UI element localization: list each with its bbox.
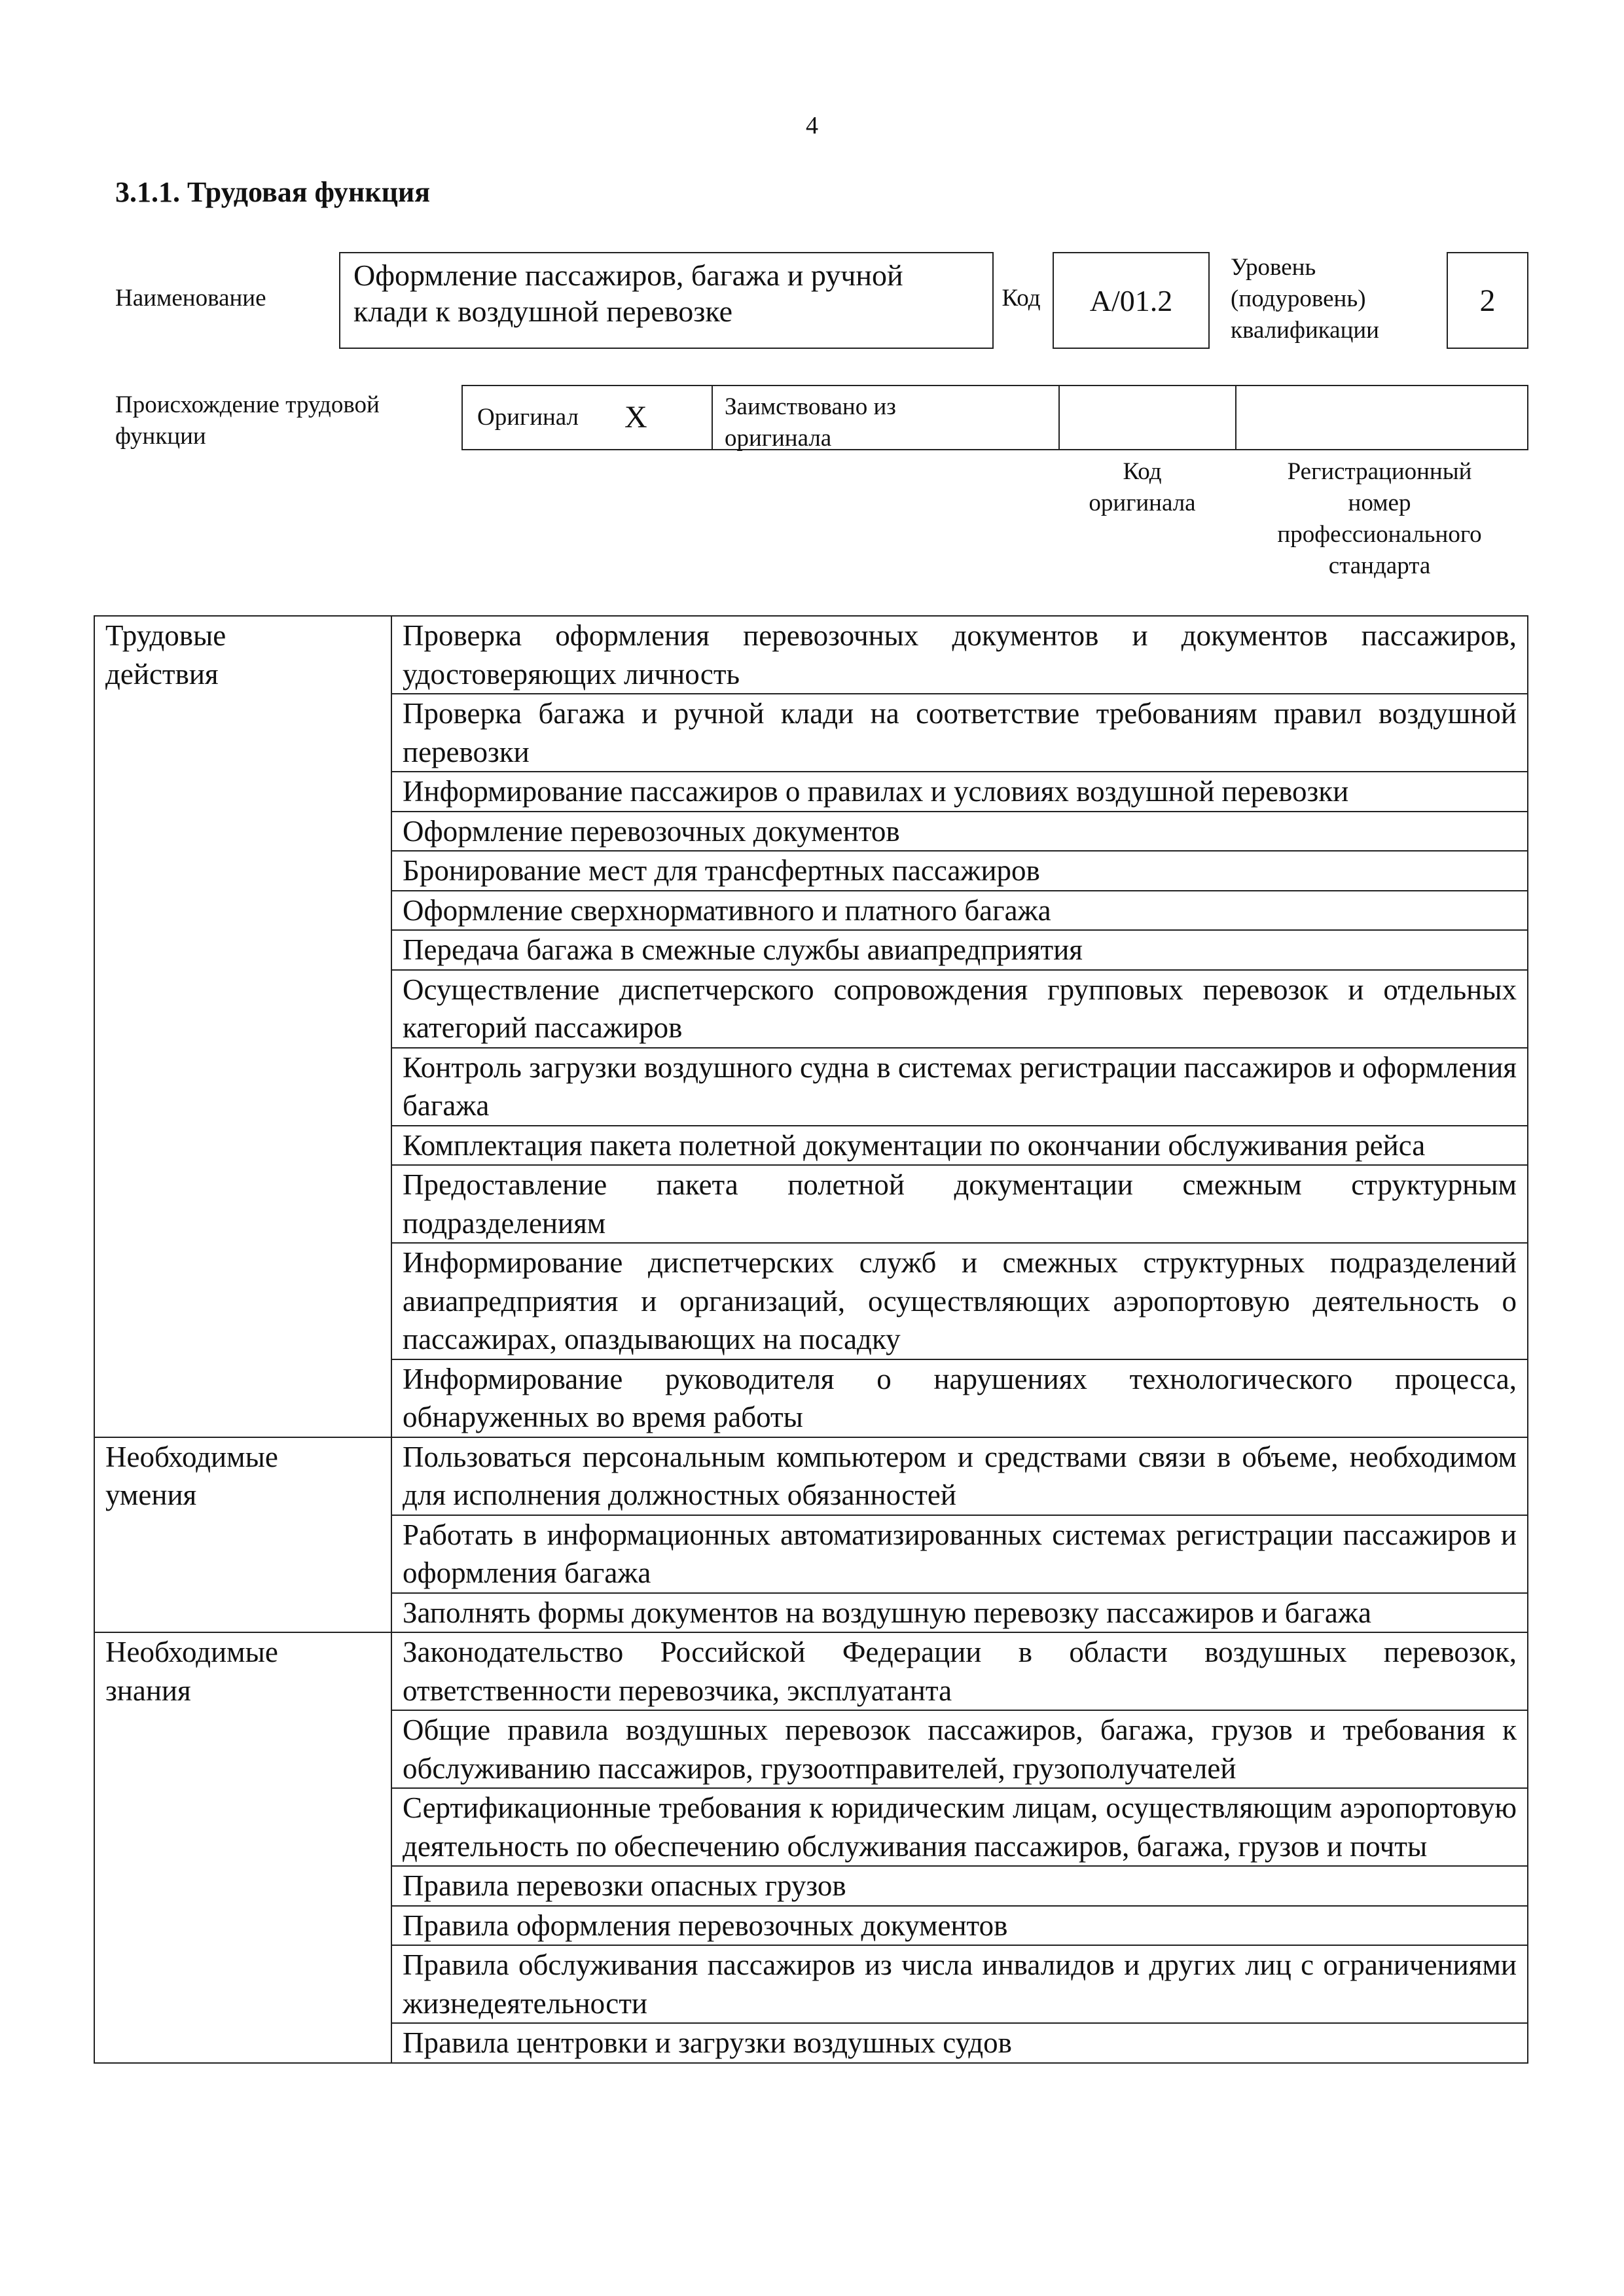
category-cell [94, 1632, 391, 2063]
item-cell: Правила оформления перевозочных документов [391, 1906, 1528, 1946]
category-title-line: действия [105, 657, 219, 691]
item-cell: Правила центровки и загрузки воздушных судов [391, 2023, 1528, 2063]
caption-line: Код [1123, 458, 1162, 485]
borrowed-label-line: оригинала [725, 425, 832, 452]
table-row [94, 616, 1528, 694]
item-cell: Оформление перевозочных документов [391, 812, 1528, 852]
level-label-line: Уровень [1231, 254, 1316, 281]
item-cell: Общие правила воздушных перевозок пассажиров, багажа, грузов и требования к обслуживанию пассажиров, грузоотправителей, грузополучателей [391, 1710, 1528, 1788]
level-label-line: (подуровень) [1231, 285, 1366, 313]
origin-label [115, 389, 380, 452]
item-cell: Оформление сверхнормативного и платного багажа [391, 891, 1528, 931]
original-label: Оригинал [477, 403, 579, 431]
caption-line: стандарта [1328, 552, 1431, 580]
category-title-line: знания [105, 1674, 191, 1707]
item-cell: Информирование пассажиров о правилах и условиях воздушной перевозки [391, 772, 1528, 812]
item-cell: Законодательство Российской Федерации в области воздушных перевозок, ответственности перевозчика, эксплуатанта [391, 1632, 1528, 1710]
item-cell: Предоставление пакета полетной документации смежным структурным подразделениям [391, 1165, 1528, 1243]
item-cell: Информирование диспетчерских служб и смежных структурных подразделений авиапредприятия и организаций, осуществляющих аэропортовую деятельность о пассажирах, опаздывающих на посадку [391, 1243, 1528, 1359]
item-cell: Комплектация пакета полетной документации по окончании обслуживания рейса [391, 1126, 1528, 1166]
code-value-box: A/01.2 [1053, 252, 1210, 349]
caption-line: профессионального [1277, 521, 1482, 548]
item-cell: Работать в информационных автоматизированных системах регистрации пассажиров и оформления багажа [391, 1515, 1528, 1593]
page-number: 4 [806, 112, 818, 139]
borrowed-cell [713, 386, 1060, 452]
item-cell: Передача багажа в смежные службы авиапредприятия [391, 930, 1528, 970]
item-cell: Заполнять формы документов на воздушную перевозку пассажиров и багажа [391, 1593, 1528, 1633]
caption-line: оригинала [1089, 490, 1196, 517]
original-code-cell [1060, 386, 1236, 449]
function-name-box: Оформление пассажиров, багажа и ручной клади к воздушной перевозке [339, 252, 994, 349]
original-cell [463, 386, 713, 449]
category-title-line: Необходимые [105, 1636, 278, 1668]
category-title-line: умения [105, 1479, 197, 1511]
item-cell: Правила перевозки опасных грузов [391, 1866, 1528, 1906]
original-mark: X [624, 399, 647, 435]
code-label: Код [1001, 285, 1041, 312]
category-cell [94, 616, 391, 1437]
original-code-caption [1054, 456, 1231, 519]
section-heading: 3.1.1. Трудовая функция [115, 176, 431, 208]
function-details-table [94, 615, 1528, 2064]
name-label: Наименование [115, 285, 266, 312]
origin-table [461, 385, 1528, 450]
qualification-level-label [1231, 252, 1379, 346]
item-cell: Пользоваться персональным компьютером и средствами связи в объеме, необходимом для исполнения должностных обязанностей [391, 1437, 1528, 1515]
item-cell: Сертификационные требования к юридическим лицам, осуществляющим аэропортовую деятельность по обеспечению обслуживания пассажиров, багажа, грузов и почты [391, 1788, 1528, 1866]
qualification-level-box: 2 [1447, 252, 1528, 349]
item-cell: Правила обслуживания пассажиров из числа инвалидов и других лиц с ограничениями жизнедеятельности [391, 1945, 1528, 2023]
borrowed-label-line: Заимствовано из [725, 393, 896, 420]
table-row [94, 1632, 1528, 1710]
item-cell: Контроль загрузки воздушного судна в системах регистрации пассажиров и оформления багажа [391, 1048, 1528, 1126]
registration-number-caption [1231, 456, 1528, 582]
item-cell: Проверка оформления перевозочных документов и документов пассажиров, удостоверяющих личность [391, 616, 1528, 694]
item-cell: Осуществление диспетчерского сопровождения групповых перевозок и отдельных категорий пассажиров [391, 970, 1528, 1048]
registration-number-cell [1236, 386, 1527, 449]
item-cell: Проверка багажа и ручной клади на соответствие требованиям правил воздушной перевозки [391, 694, 1528, 772]
caption-line: номер [1348, 490, 1411, 517]
caption-line: Регистрационный [1287, 458, 1472, 485]
category-cell [94, 1437, 391, 1633]
table-row [94, 1437, 1528, 1515]
origin-label-line: функции [115, 423, 206, 450]
category-title-line: Необходимые [105, 1440, 278, 1473]
item-cell: Бронирование мест для трансфертных пассажиров [391, 851, 1528, 891]
category-title-line: Трудовые [105, 619, 226, 652]
level-label-line: квалификации [1231, 317, 1379, 344]
item-cell: Информирование руководителя о нарушениях технологического процесса, обнаруженных во время работы [391, 1359, 1528, 1437]
origin-label-line: Происхождение трудовой [115, 391, 380, 418]
